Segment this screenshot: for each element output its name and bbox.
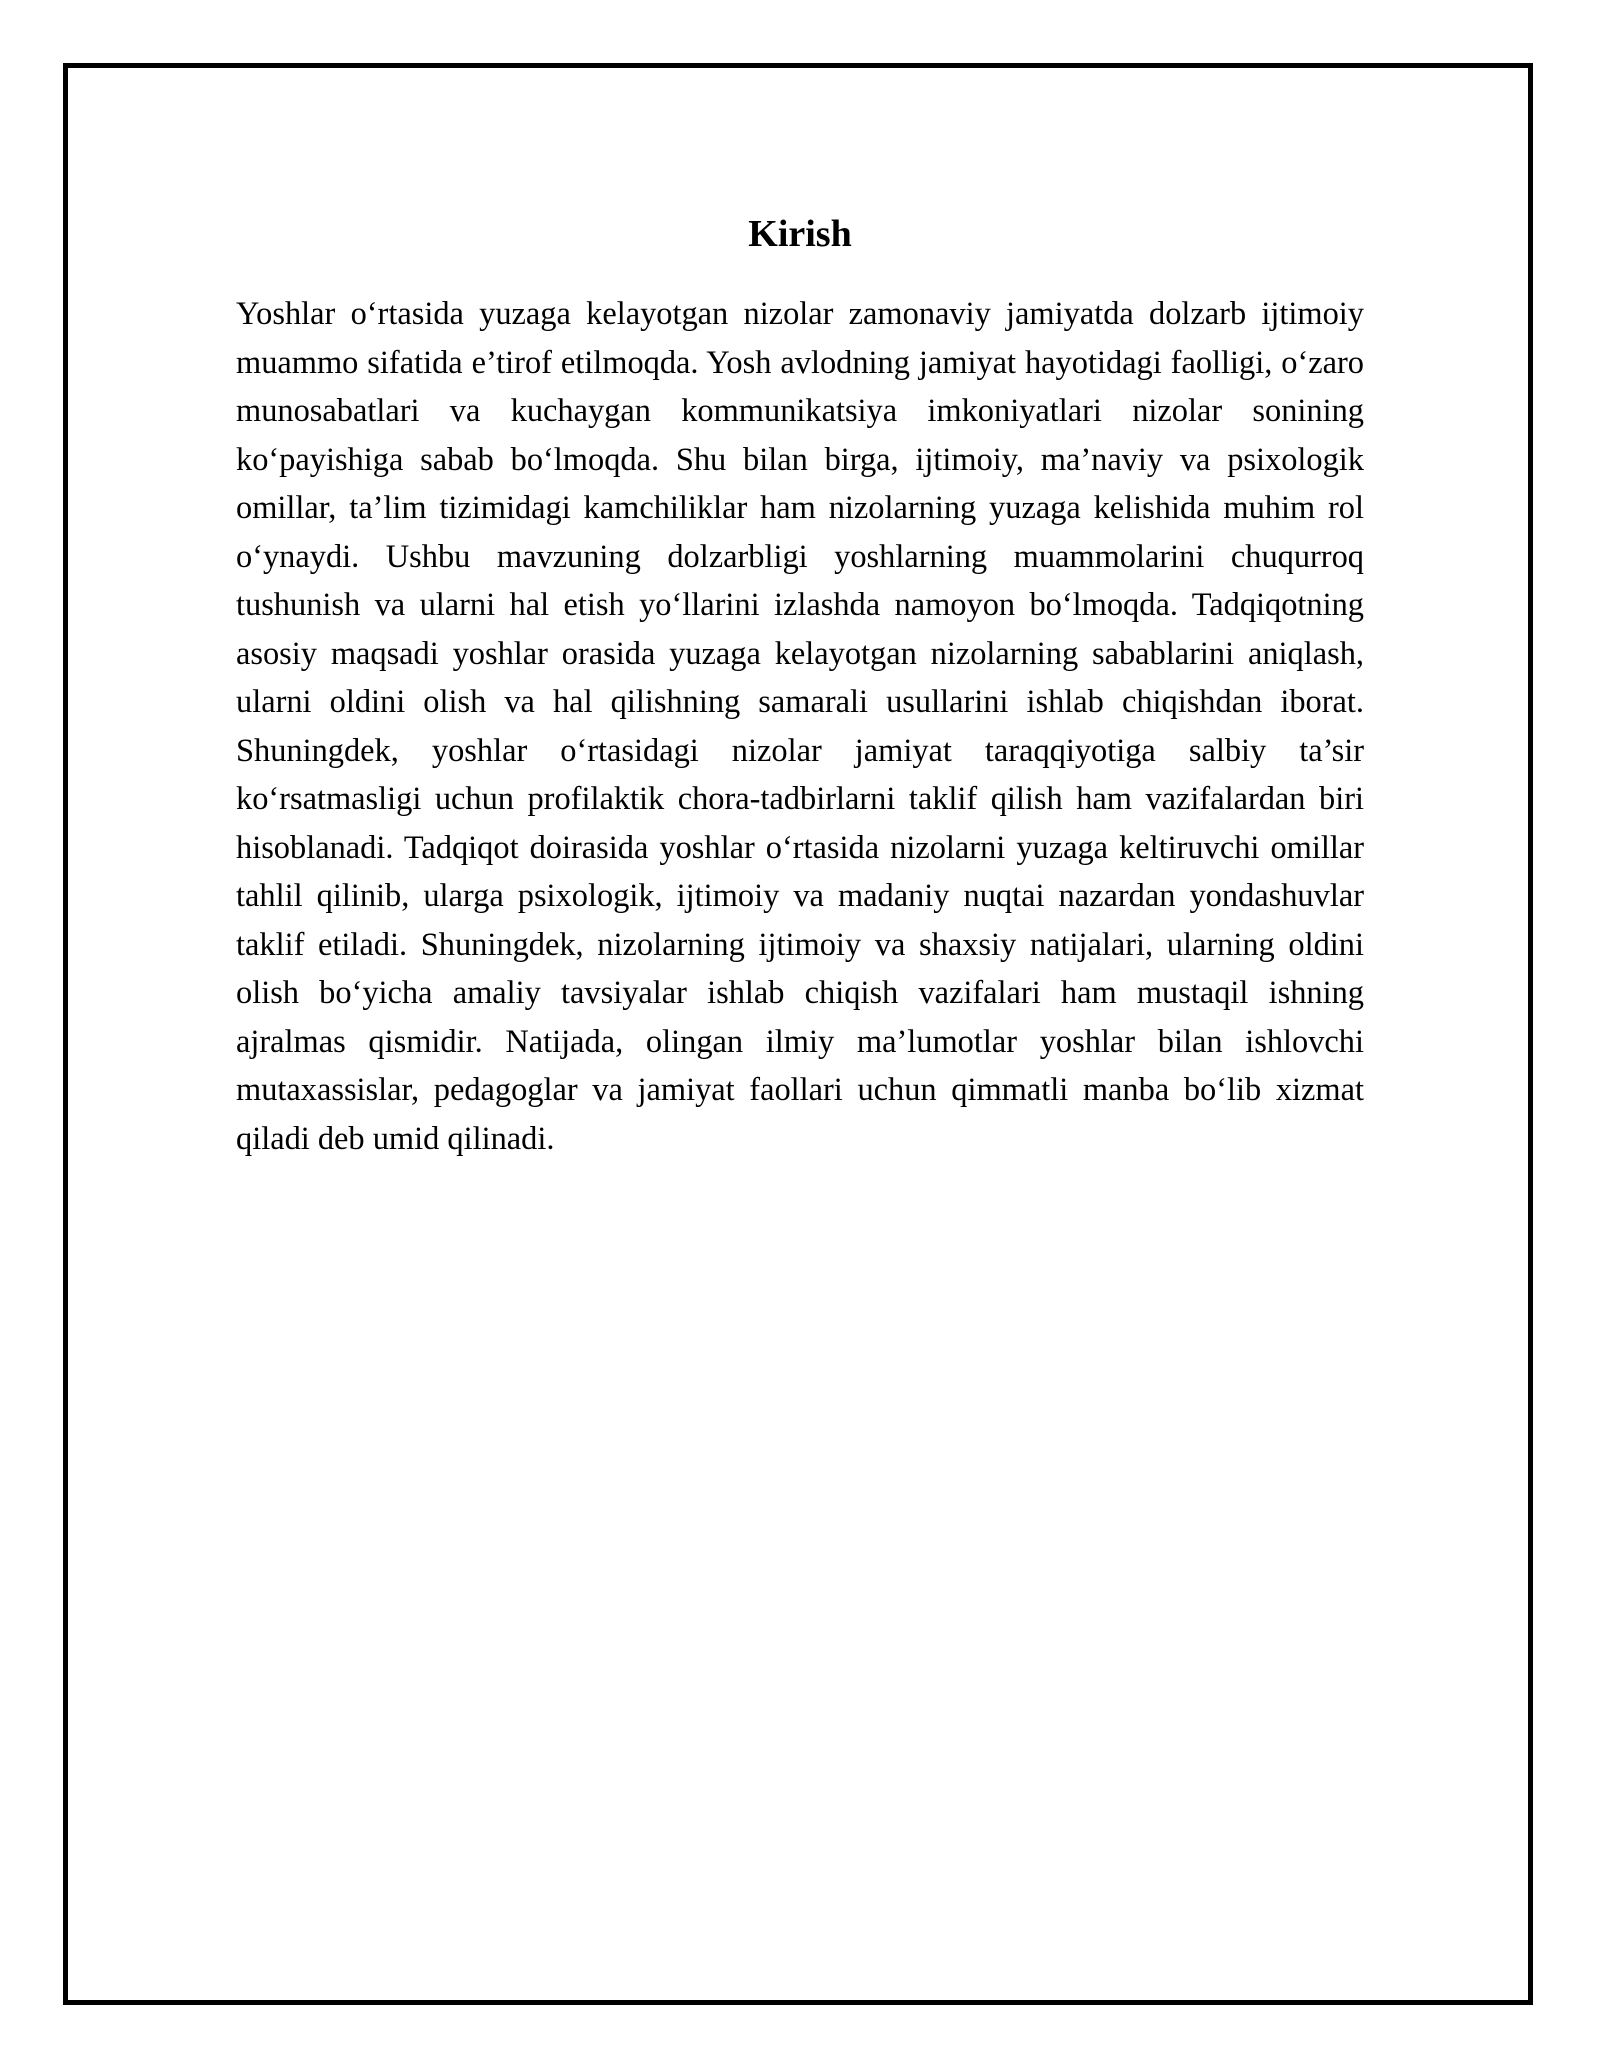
page-title: Kirish [748,213,852,256]
body-paragraph: Yoshlar o‘rtasida yuzaga kelayotgan nizolar zamonaviy jamiyatda dolzarb ijtimoiy muammo sifatida e’tirof etilmoqda. Yosh avlodning jamiyat hayotidagi faolligi, o‘zaro munosabatlari va kuchaygan kommunikatsiya imkoniyatlari nizolar sonining ko‘payishiga sabab bo‘lmoqda. Shu bilan birga, ijtimoiy, ma’naviy va psixologik omillar, ta’lim tizimidagi kamchiliklar ham nizolarning yuzaga kelishida muhim rol o‘ynaydi. Ushbu mavzuning dolzarbligi yoshlarning muammolarini chuqurroq tushunish va ularni hal etish yo‘llarini izlashda namoyon bo‘lmoqda. Tadqiqotning asosiy maqsadi yoshlar orasida yuzaga kelayotgan nizolarning sabablarini aniqlash, ularni oldini olish va hal qilishning samarali usullarini ishlab chiqishdan iborat. Shuningdek, yoshlar o‘rtasidagi nizolar jamiyat taraqqiyotiga salbiy ta’sir ko‘rsatmasligi uchun profilaktik chora-tadbirlarni taklif qilish ham vazifalardan biri hisoblanadi. Tadqiqot doirasida yoshlar o‘rtasida nizolarni yuzaga keltiruvchi omillar tahlil qilinib, ularga psixologik, ijtimoiy va madaniy nuqtai nazardan yondashuvlar taklif etiladi. Shuningdek, nizolarning ijtimoiy va shaxsiy natijalari, ularning oldini olish bo‘yicha amaliy tavsiyalar ishlab chiqish vazifalari ham mustaqil ishning ajralmas qismidir. Natijada, olingan ilmiy ma’lumotlar yoshlar bilan ishlovchi mutaxassislar, pedagoglar va jamiyat faollari uchun qimmatli manba bo‘lib xizmat qiladi deb umid qilinadi. [236,296,1364,1157]
